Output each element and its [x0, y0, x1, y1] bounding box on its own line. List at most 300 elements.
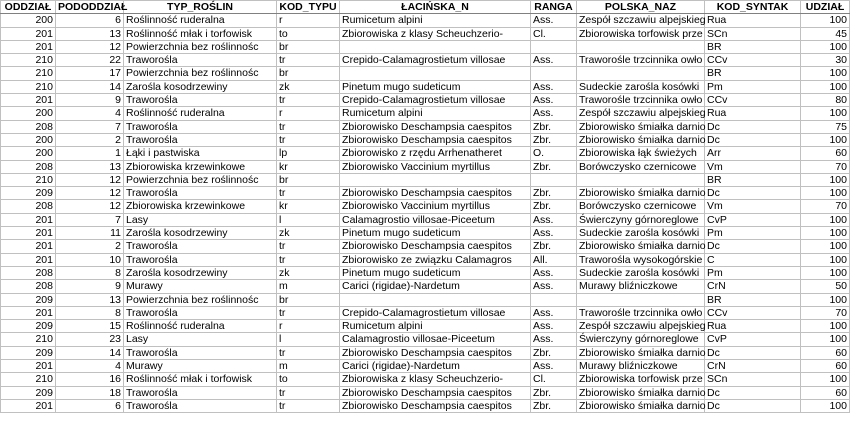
table-cell[interactable]: Ass.	[531, 54, 577, 67]
table-cell[interactable]: Ass.	[531, 80, 577, 93]
table-row[interactable]	[1, 54, 850, 67]
table-cell[interactable]: 209	[1, 293, 56, 306]
table-cell[interactable]: m	[277, 360, 340, 373]
table-cell[interactable]: Traworośla	[124, 399, 277, 412]
table-cell[interactable]: 201	[1, 213, 56, 226]
table-cell[interactable]: 208	[1, 280, 56, 293]
table-cell[interactable]: BR	[705, 67, 801, 80]
table-cell[interactable]: Powierzchnia bez roślinnośc	[124, 67, 277, 80]
table-cell[interactable]: Vm	[705, 200, 801, 213]
table-cell[interactable]: Ass.	[531, 266, 577, 279]
table-cell[interactable]: Zbiorowisko Deschampsia caespitos	[340, 386, 531, 399]
table-cell[interactable]: Zbiorowiska krzewinkowe	[124, 160, 277, 173]
table-cell[interactable]: br	[277, 67, 340, 80]
table-cell[interactable]: 100	[801, 320, 850, 333]
column-header[interactable]: RANGA	[531, 1, 577, 14]
table-cell[interactable]: Zbiorowisko z rzędu Arrhenatheret	[340, 147, 531, 160]
table-cell[interactable]: 209	[1, 386, 56, 399]
table-cell[interactable]: Traworośla	[124, 253, 277, 266]
table-cell[interactable]: tr	[277, 187, 340, 200]
table-cell[interactable]: 208	[1, 160, 56, 173]
table-cell[interactable]: Zbiorowiska krzewinkowe	[124, 200, 277, 213]
table-cell[interactable]: 200	[1, 133, 56, 146]
table-cell[interactable]: Ass.	[531, 333, 577, 346]
table-cell[interactable]: Traworośle trzcinnika owło	[577, 94, 705, 107]
table-cell[interactable]: Zbiorowisko śmiałka darnio	[577, 399, 705, 412]
table-row[interactable]	[1, 147, 850, 160]
table-cell[interactable]: Dc	[705, 399, 801, 412]
table-cell[interactable]: tr	[277, 306, 340, 319]
table-cell[interactable]: Sudeckie zarośla kosówki	[577, 266, 705, 279]
table-cell[interactable]	[340, 173, 531, 186]
table-cell[interactable]: tr	[277, 399, 340, 412]
table-cell[interactable]: BR	[705, 40, 801, 53]
table-cell[interactable]: Zbiorowisko Deschampsia caespitos	[340, 120, 531, 133]
table-cell[interactable]: 100	[801, 173, 850, 186]
table-cell[interactable]: Lasy	[124, 213, 277, 226]
table-row[interactable]	[1, 40, 850, 53]
table-row[interactable]	[1, 80, 850, 93]
table-cell[interactable]: 100	[801, 227, 850, 240]
table-cell[interactable]: Świerczyny górnoreglowe	[577, 333, 705, 346]
table-cell[interactable]: 100	[801, 213, 850, 226]
table-cell[interactable]: Calamagrostio villosae-Piceetum	[340, 333, 531, 346]
table-cell[interactable]: tr	[277, 133, 340, 146]
table-cell[interactable]: CvP	[705, 333, 801, 346]
table-cell[interactable]: 4	[56, 360, 124, 373]
table-cell[interactable]: O.	[531, 147, 577, 160]
table-cell[interactable]: Ass.	[531, 306, 577, 319]
table-row[interactable]	[1, 27, 850, 40]
table-cell[interactable]: 200	[1, 107, 56, 120]
table-cell[interactable]: 70	[801, 200, 850, 213]
table-cell[interactable]: 100	[801, 373, 850, 386]
table-cell[interactable]: CCv	[705, 54, 801, 67]
table-cell[interactable]: Pm	[705, 227, 801, 240]
table-cell[interactable]: 12	[56, 173, 124, 186]
table-cell[interactable]: 16	[56, 373, 124, 386]
table-cell[interactable]: zk	[277, 266, 340, 279]
table-cell[interactable]: Lasy	[124, 333, 277, 346]
column-header[interactable]: TYP_ROŚLIN	[124, 1, 277, 14]
table-cell[interactable]: 201	[1, 360, 56, 373]
table-cell[interactable]: l	[277, 333, 340, 346]
table-cell[interactable]: 8	[56, 266, 124, 279]
table-cell[interactable]: CvP	[705, 213, 801, 226]
table-cell[interactable]: zk	[277, 80, 340, 93]
table-cell[interactable]: C	[705, 253, 801, 266]
table-cell[interactable]: Ass.	[531, 107, 577, 120]
table-cell[interactable]: Zbr.	[531, 200, 577, 213]
table-cell[interactable]: Pinetum mugo sudeticum	[340, 266, 531, 279]
table-row[interactable]	[1, 253, 850, 266]
table-cell[interactable]	[577, 67, 705, 80]
table-cell[interactable]: 9	[56, 94, 124, 107]
table-cell[interactable]: Sudeckie zarośla kosówki	[577, 80, 705, 93]
table-cell[interactable]: Powierzchnia bez roślinnośc	[124, 293, 277, 306]
table-cell[interactable]: 70	[801, 306, 850, 319]
table-cell[interactable]	[577, 293, 705, 306]
table-cell[interactable]: BR	[705, 173, 801, 186]
table-cell[interactable]: Dc	[705, 187, 801, 200]
table-cell[interactable]: Traworośla	[124, 94, 277, 107]
table-cell[interactable]: Ass.	[531, 280, 577, 293]
table-cell[interactable]: 209	[1, 187, 56, 200]
table-cell[interactable]: 208	[1, 200, 56, 213]
table-cell[interactable]: Cl.	[531, 27, 577, 40]
table-cell[interactable]: Ass.	[531, 94, 577, 107]
table-cell[interactable]: tr	[277, 94, 340, 107]
column-header[interactable]: KOD_SYNTAK	[705, 1, 801, 14]
table-row[interactable]	[1, 67, 850, 80]
table-cell[interactable]: Zarośla kosodrzewiny	[124, 227, 277, 240]
table-cell[interactable]: 15	[56, 320, 124, 333]
table-cell[interactable]: Borówczysko czernicowe	[577, 160, 705, 173]
table-cell[interactable]: to	[277, 373, 340, 386]
table-row[interactable]	[1, 266, 850, 279]
table-row[interactable]	[1, 399, 850, 412]
table-cell[interactable]: Murawy bliźniczkowe	[577, 360, 705, 373]
table-cell[interactable]: Zbiorowisko Deschampsia caespitos	[340, 346, 531, 359]
table-cell[interactable]: Zbiorowisko Deschampsia caespitos	[340, 187, 531, 200]
table-cell[interactable]: 6	[56, 14, 124, 27]
table-cell[interactable]: r	[277, 107, 340, 120]
table-cell[interactable]: 208	[1, 120, 56, 133]
table-cell[interactable]: m	[277, 280, 340, 293]
table-cell[interactable]: Zbiorowisko śmiałka darnio	[577, 133, 705, 146]
table-cell[interactable]: Traworośla	[124, 187, 277, 200]
table-cell[interactable]: Zbr.	[531, 187, 577, 200]
table-cell[interactable]: Rumicetum alpini	[340, 320, 531, 333]
table-cell[interactable]: br	[277, 293, 340, 306]
table-cell[interactable]: Traworośla	[124, 386, 277, 399]
table-cell[interactable]	[577, 40, 705, 53]
table-cell[interactable]: 70	[801, 160, 850, 173]
table-cell[interactable]: Zbiorowisko śmiałka darnio	[577, 187, 705, 200]
table-cell[interactable]: Zbiorowiska z klasy Scheuchzerio-	[340, 27, 531, 40]
table-cell[interactable]: Traworośle trzcinnika owło	[577, 306, 705, 319]
table-cell[interactable]: 209	[1, 346, 56, 359]
table-cell[interactable]: 45	[801, 27, 850, 40]
table-cell[interactable]: br	[277, 173, 340, 186]
table-cell[interactable]	[531, 293, 577, 306]
table-cell[interactable]: 210	[1, 373, 56, 386]
table-cell[interactable]: 100	[801, 14, 850, 27]
table-row[interactable]	[1, 240, 850, 253]
table-cell[interactable]: 100	[801, 333, 850, 346]
table-row[interactable]	[1, 200, 850, 213]
table-cell[interactable]: Traworośla	[124, 54, 277, 67]
table-cell[interactable]: kr	[277, 200, 340, 213]
table-cell[interactable]: r	[277, 14, 340, 27]
table-cell[interactable]: 14	[56, 346, 124, 359]
table-cell[interactable]: Traworośla	[124, 240, 277, 253]
table-cell[interactable]: tr	[277, 253, 340, 266]
table-cell[interactable]	[340, 293, 531, 306]
table-row[interactable]	[1, 133, 850, 146]
table-cell[interactable]: 1	[56, 147, 124, 160]
table-cell[interactable]: Traworośle trzcinnika owło	[577, 54, 705, 67]
table-cell[interactable]: 80	[801, 94, 850, 107]
table-cell[interactable]: CrN	[705, 360, 801, 373]
table-cell[interactable]: Roślinność ruderalna	[124, 14, 277, 27]
table-cell[interactable]: Pinetum mugo sudeticum	[340, 80, 531, 93]
column-header[interactable]: UDZIAŁ	[801, 1, 850, 14]
table-cell[interactable]: Zbiorowiska z klasy Scheuchzerio-	[340, 373, 531, 386]
table-cell[interactable]: Ass.	[531, 213, 577, 226]
table-cell[interactable]: Roślinność młak i torfowisk	[124, 27, 277, 40]
table-cell[interactable]: Łąki i pastwiska	[124, 147, 277, 160]
table-cell[interactable]: All.	[531, 253, 577, 266]
table-cell[interactable]: 210	[1, 54, 56, 67]
table-cell[interactable]: Murawy	[124, 360, 277, 373]
table-cell[interactable]: Arr	[705, 147, 801, 160]
table-cell[interactable]: Zbr.	[531, 160, 577, 173]
table-cell[interactable]: 210	[1, 67, 56, 80]
table-row[interactable]	[1, 160, 850, 173]
table-cell[interactable]: 12	[56, 187, 124, 200]
table-cell[interactable]: kr	[277, 160, 340, 173]
column-header[interactable]: POLSKA_NAZ	[577, 1, 705, 14]
table-cell[interactable]: 100	[801, 107, 850, 120]
table-cell[interactable]: Traworośla	[124, 306, 277, 319]
table-cell[interactable]: 6	[56, 399, 124, 412]
table-cell[interactable]: Zbr.	[531, 399, 577, 412]
table-cell[interactable]: 7	[56, 120, 124, 133]
table-row[interactable]	[1, 227, 850, 240]
table-cell[interactable]: 201	[1, 253, 56, 266]
table-cell[interactable]: Zbr.	[531, 133, 577, 146]
table-cell[interactable]: 23	[56, 333, 124, 346]
table-cell[interactable]: Zbr.	[531, 346, 577, 359]
table-cell[interactable]: Ass.	[531, 227, 577, 240]
table-cell[interactable]: zk	[277, 227, 340, 240]
table-cell[interactable]: Murawy bliźniczkowe	[577, 280, 705, 293]
table-cell[interactable]: 2	[56, 133, 124, 146]
table-cell[interactable]: 7	[56, 213, 124, 226]
table-cell[interactable]: Traworośla	[124, 120, 277, 133]
table-cell[interactable]: Murawy	[124, 280, 277, 293]
table-row[interactable]	[1, 94, 850, 107]
table-cell[interactable]: Zbiorowisko ze związku Calamagros	[340, 253, 531, 266]
table-cell[interactable]: 30	[801, 54, 850, 67]
table-cell[interactable]: 201	[1, 306, 56, 319]
table-cell[interactable]: Traworośla wysokogórskie	[577, 253, 705, 266]
table-cell[interactable]: tr	[277, 386, 340, 399]
column-header[interactable]: PODODDZIAŁ	[56, 1, 124, 14]
table-cell[interactable]: Ass.	[531, 320, 577, 333]
table-cell[interactable]: Rua	[705, 320, 801, 333]
table-cell[interactable]: 18	[56, 386, 124, 399]
table-cell[interactable]: Ass.	[531, 14, 577, 27]
table-cell[interactable]: Borówczysko czernicowe	[577, 200, 705, 213]
table-cell[interactable]: Crepido-Calamagrostietum villosae	[340, 94, 531, 107]
table-cell[interactable]	[531, 40, 577, 53]
table-cell[interactable]: Zespół szczawiu alpejskieg	[577, 14, 705, 27]
table-cell[interactable]: 100	[801, 240, 850, 253]
table-cell[interactable]: 100	[801, 399, 850, 412]
table-cell[interactable]: 13	[56, 293, 124, 306]
table-row[interactable]	[1, 213, 850, 226]
table-cell[interactable]: tr	[277, 240, 340, 253]
table-cell[interactable]: Cl.	[531, 373, 577, 386]
table-cell[interactable]: Zbr.	[531, 386, 577, 399]
table-row[interactable]	[1, 187, 850, 200]
table-cell[interactable]: to	[277, 27, 340, 40]
table-cell[interactable]: Zbiorowisko Vaccinium myrtillus	[340, 160, 531, 173]
table-cell[interactable]: Pm	[705, 266, 801, 279]
table-cell[interactable]: 60	[801, 360, 850, 373]
table-cell[interactable]: Roślinność ruderalna	[124, 320, 277, 333]
table-row[interactable]	[1, 280, 850, 293]
table-cell[interactable]: Zespół szczawiu alpejskieg	[577, 107, 705, 120]
table-cell[interactable]: Dc	[705, 133, 801, 146]
table-row[interactable]	[1, 320, 850, 333]
table-cell[interactable]: Zbiorowiska torfowisk prze	[577, 373, 705, 386]
table-cell[interactable]: Rua	[705, 107, 801, 120]
table-cell[interactable]: 201	[1, 94, 56, 107]
table-cell[interactable]: 10	[56, 253, 124, 266]
table-cell[interactable]: 12	[56, 200, 124, 213]
table-cell[interactable]: 201	[1, 240, 56, 253]
table-cell[interactable]: 12	[56, 40, 124, 53]
table-row[interactable]	[1, 173, 850, 186]
table-cell[interactable]: CCv	[705, 94, 801, 107]
table-cell[interactable]: Zbiorowisko śmiałka darnio	[577, 346, 705, 359]
table-cell[interactable]: Traworośla	[124, 133, 277, 146]
table-cell[interactable]	[531, 67, 577, 80]
table-cell[interactable]: Zbr.	[531, 120, 577, 133]
table-cell[interactable]: 13	[56, 160, 124, 173]
table-cell[interactable]: Zespół szczawiu alpejskieg	[577, 320, 705, 333]
table-cell[interactable]	[577, 173, 705, 186]
table-cell[interactable]: 100	[801, 80, 850, 93]
table-cell[interactable]: 75	[801, 120, 850, 133]
table-cell[interactable]: CCv	[705, 306, 801, 319]
table-cell[interactable]: 210	[1, 333, 56, 346]
table-cell[interactable]: 22	[56, 54, 124, 67]
table-cell[interactable]: SCn	[705, 373, 801, 386]
table-cell[interactable]: Zbiorowisko Deschampsia caespitos	[340, 133, 531, 146]
table-cell[interactable]: Zbiorowisko Vaccinium myrtillus	[340, 200, 531, 213]
table-cell[interactable]: 4	[56, 107, 124, 120]
table-cell[interactable]: Ass.	[531, 360, 577, 373]
table-cell[interactable]: 210	[1, 173, 56, 186]
table-cell[interactable]	[340, 67, 531, 80]
table-cell[interactable]: tr	[277, 120, 340, 133]
table-cell[interactable]: 100	[801, 266, 850, 279]
table-row[interactable]	[1, 346, 850, 359]
table-cell[interactable]: 100	[801, 187, 850, 200]
table-cell[interactable]: 8	[56, 306, 124, 319]
table-cell[interactable]: Zbiorowisko Deschampsia caespitos	[340, 399, 531, 412]
table-cell[interactable]: Sudeckie zarośla kosówki	[577, 227, 705, 240]
table-cell[interactable]: Pinetum mugo sudeticum	[340, 227, 531, 240]
table-cell[interactable]: 201	[1, 27, 56, 40]
table-cell[interactable]: Dc	[705, 386, 801, 399]
table-cell[interactable]: Zbiorowisko śmiałka darnio	[577, 240, 705, 253]
table-cell[interactable]: 60	[801, 346, 850, 359]
table-cell[interactable]: 200	[1, 14, 56, 27]
table-cell[interactable]: Traworośla	[124, 346, 277, 359]
table-cell[interactable]: Zbiorowisko śmiałka darnio	[577, 120, 705, 133]
table-cell[interactable]: 100	[801, 133, 850, 146]
table-cell[interactable]: 13	[56, 27, 124, 40]
table-cell[interactable]: Dc	[705, 346, 801, 359]
table-cell[interactable]: CrN	[705, 280, 801, 293]
column-header[interactable]: ODDZIAŁ	[1, 1, 56, 14]
table-cell[interactable]: Zbiorowiska torfowisk prze	[577, 27, 705, 40]
table-row[interactable]	[1, 333, 850, 346]
column-header[interactable]: KOD_TYPU	[277, 1, 340, 14]
table-row[interactable]	[1, 293, 850, 306]
table-cell[interactable]: 60	[801, 386, 850, 399]
table-cell[interactable]: 200	[1, 147, 56, 160]
table-cell[interactable]: Powierzchnia bez roślinnośc	[124, 173, 277, 186]
table-cell[interactable]: Calamagrostio villosae-Piceetum	[340, 213, 531, 226]
table-cell[interactable]: 100	[801, 40, 850, 53]
table-cell[interactable]: Zbiorowiska łąk świeżych	[577, 147, 705, 160]
table-cell[interactable]: 17	[56, 67, 124, 80]
table-cell[interactable]: Rua	[705, 14, 801, 27]
table-cell[interactable]: 201	[1, 227, 56, 240]
table-cell[interactable]: 100	[801, 293, 850, 306]
table-row[interactable]	[1, 14, 850, 27]
column-header[interactable]: ŁACIŃSKA_N	[340, 1, 531, 14]
table-cell[interactable]: lp	[277, 147, 340, 160]
table-cell[interactable]: Rumicetum alpini	[340, 14, 531, 27]
table-cell[interactable]: 11	[56, 227, 124, 240]
table-cell[interactable]: tr	[277, 54, 340, 67]
table-cell[interactable]: Powierzchnia bez roślinnośc	[124, 40, 277, 53]
table-cell[interactable]: Zbiorowisko śmiałka darnio	[577, 386, 705, 399]
table-cell[interactable]: 2	[56, 240, 124, 253]
table-cell[interactable]: BR	[705, 293, 801, 306]
table-row[interactable]	[1, 386, 850, 399]
table-cell[interactable]: br	[277, 40, 340, 53]
table-cell[interactable]: 100	[801, 253, 850, 266]
table-cell[interactable]: Zarośla kosodrzewiny	[124, 266, 277, 279]
table-cell[interactable]: tr	[277, 346, 340, 359]
table-cell[interactable]: Zbiorowisko Deschampsia caespitos	[340, 240, 531, 253]
table-cell[interactable]: Roślinność ruderalna	[124, 107, 277, 120]
table-cell[interactable]: Carici (rigidae)-Nardetum	[340, 280, 531, 293]
table-cell[interactable]: Rumicetum alpini	[340, 107, 531, 120]
table-row[interactable]	[1, 373, 850, 386]
table-cell[interactable]: Świerczyny górnoreglowe	[577, 213, 705, 226]
table-cell[interactable]: Crepido-Calamagrostietum villosae	[340, 54, 531, 67]
table-cell[interactable]: Crepido-Calamagrostietum villosae	[340, 306, 531, 319]
table-cell[interactable]: 50	[801, 280, 850, 293]
table-row[interactable]	[1, 360, 850, 373]
table-row[interactable]	[1, 120, 850, 133]
table-cell[interactable]: Dc	[705, 120, 801, 133]
table-cell[interactable]: 14	[56, 80, 124, 93]
table-cell[interactable]: 201	[1, 40, 56, 53]
table-cell[interactable]: 209	[1, 320, 56, 333]
table-cell[interactable]: 60	[801, 147, 850, 160]
table-cell[interactable]: Zarośla kosodrzewiny	[124, 80, 277, 93]
table-row[interactable]	[1, 107, 850, 120]
table-cell[interactable]: 9	[56, 280, 124, 293]
table-cell[interactable]: Carici (rigidae)-Nardetum	[340, 360, 531, 373]
table-cell[interactable]: Zbr.	[531, 240, 577, 253]
table-cell[interactable]	[531, 173, 577, 186]
table-cell[interactable]: SCn	[705, 27, 801, 40]
table-cell[interactable]: 201	[1, 399, 56, 412]
table-cell[interactable]: r	[277, 320, 340, 333]
table-cell[interactable]	[340, 40, 531, 53]
